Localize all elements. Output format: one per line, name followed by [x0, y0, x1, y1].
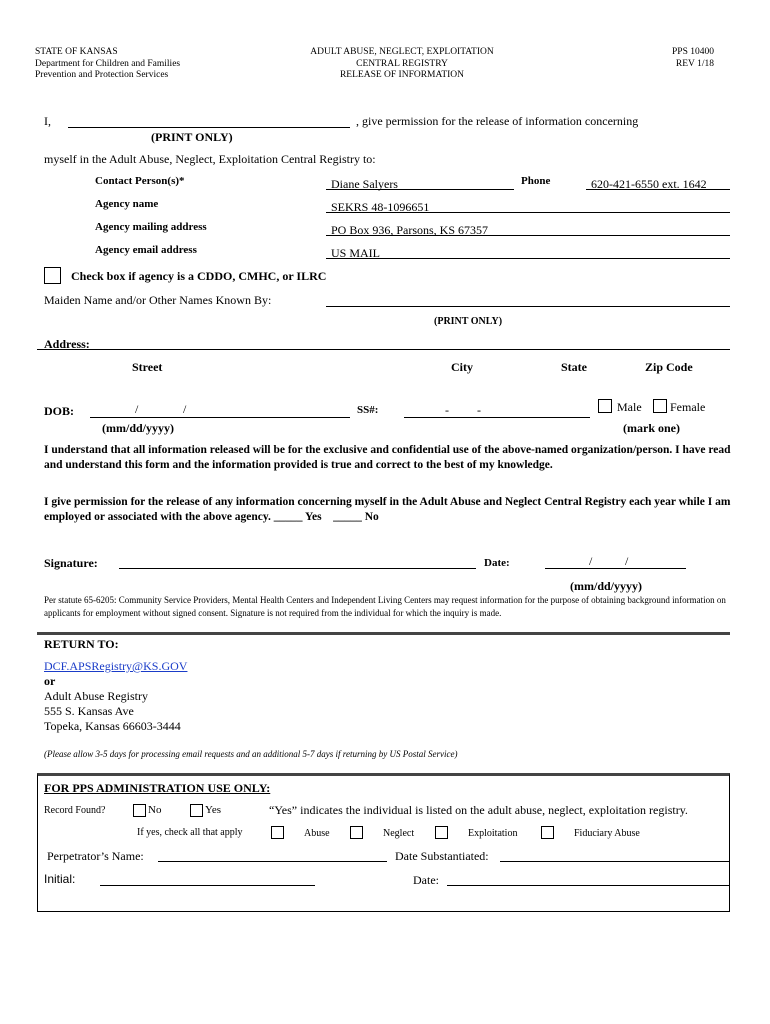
email-address-field — [326, 258, 730, 259]
annual-permission-yes[interactable]: _____ Yes — [273, 511, 322, 523]
agency-name-label: Agency name — [95, 198, 159, 210]
record-found-yes-label: Yes — [205, 804, 222, 816]
agency-name-field — [326, 212, 730, 213]
dob-label: DOB: — [44, 404, 74, 418]
if-yes-label: If yes, check all that apply — [137, 827, 243, 838]
section-divider — [37, 632, 730, 635]
initial-label: Initial: — [44, 872, 76, 886]
fiduciary-abuse-checkbox[interactable] — [541, 826, 554, 839]
zip-code-label: Zip Code — [645, 360, 693, 374]
abuse-label: Abuse — [304, 828, 330, 839]
exploitation-checkbox[interactable] — [435, 826, 448, 839]
maiden-name-field[interactable] — [326, 306, 730, 307]
return-email-link[interactable]: DCF.APSRegistry@KS.GOV — [44, 659, 188, 673]
agency-name-value[interactable]: SEKRS 48-1096651 — [331, 200, 430, 214]
signature-date-format: (mm/dd/yyyy) — [570, 579, 642, 593]
print-only-note: (PRINT ONLY) — [151, 130, 233, 144]
maiden-name-label: Maiden Name and/or Other Names Known By: — [44, 293, 272, 307]
dob-slash-2: / — [183, 402, 187, 416]
admin-heading: FOR PPS ADMINISTRATION USE ONLY: — [44, 781, 271, 795]
ssn-field[interactable] — [404, 417, 590, 418]
mailing-address-value[interactable]: PO Box 936, Parsons, KS 67357 — [331, 223, 489, 237]
email-address-value[interactable]: US MAIL — [331, 246, 381, 260]
address-field[interactable] — [37, 349, 730, 350]
cddo-checkbox[interactable] — [44, 267, 61, 284]
yes-explanation: “Yes” indicates the individual is listed on the adult abuse, neglect, exploitation registry. — [269, 803, 688, 817]
print-name-field[interactable] — [68, 127, 350, 128]
male-checkbox[interactable] — [598, 399, 612, 413]
signature-date-field[interactable] — [545, 568, 686, 569]
neglect-checkbox[interactable] — [350, 826, 363, 839]
phone-value[interactable]: 620-421-6550 ext. 1642 — [591, 177, 707, 191]
return-address-line1: Adult Abuse Registry — [44, 689, 148, 703]
street-label: Street — [132, 360, 163, 374]
return-address-line3: Topeka, Kansas 66603-3444 — [44, 719, 181, 733]
header-title-line1: ADULT ABUSE, NEGLECT, EXPLOITATION — [310, 47, 494, 57]
phone-field — [586, 189, 730, 190]
female-label: Female — [670, 400, 706, 414]
email-address-label: Agency email address — [95, 244, 197, 256]
neglect-label: Neglect — [383, 828, 415, 839]
header-title-line2: CENTRAL REGISTRY — [356, 58, 448, 69]
dob-field[interactable] — [90, 417, 350, 418]
mailing-address-label: Agency mailing address — [95, 221, 207, 233]
ssn-dash-1: - — [445, 403, 449, 417]
understand-statement: I understand that all information released will be for the exclusive and confidential use of the above-named organization/person. I have read and understand this form and the information provided is true and correct to the best of my knowledge. — [44, 444, 731, 471]
ssn-dash-2: - — [477, 403, 481, 417]
record-found-label: Record Found? — [44, 805, 106, 816]
signature-date-label: Date: — [484, 557, 510, 569]
state-label: State — [561, 360, 587, 374]
ssn-label: SS#: — [357, 404, 379, 416]
address-label: Address: — [44, 337, 90, 351]
contact-person-field — [326, 189, 514, 190]
permission-text: , give permission for the release of information concerning — [356, 114, 639, 128]
contact-person-label: Contact Person(s)* — [95, 175, 185, 187]
record-found-no-checkbox[interactable] — [133, 804, 146, 817]
annual-permission-no[interactable]: _____ No — [333, 511, 379, 523]
city-label: City — [451, 360, 473, 374]
maiden-print-only: (PRINT ONLY) — [434, 316, 503, 327]
fiduciary-abuse-label: Fiduciary Abuse — [574, 828, 640, 839]
header-department: Department for Children and Families — [35, 58, 181, 69]
date-substantiated-field[interactable] — [500, 861, 729, 862]
header-state: STATE OF KANSAS — [35, 47, 118, 57]
annual-permission-text: I give permission for the release of any information concerning myself in the Adult Abuse and Neglect Central Registry each year while I am employed or associated with the above agency. — [44, 496, 731, 523]
record-found-no-label: No — [148, 804, 162, 816]
form-number: PPS 10400 — [672, 47, 714, 57]
abuse-checkbox[interactable] — [271, 826, 284, 839]
i-label: I, — [44, 114, 51, 128]
admin-date-label: Date: — [413, 873, 439, 887]
statute-note: Per statute 65-6205: Community Service Providers, Mental Health Centers and Independent Living Centers may request information for the purpose of obtaining background information on applicants for employment without signed consent. Signature is not required from the individual for which the inquiry is made. — [44, 595, 726, 618]
admin-date-field[interactable] — [447, 885, 729, 886]
cddo-label: Check box if agency is a CDDO, CMHC, or ILRC — [71, 269, 327, 283]
mailing-address-field — [326, 235, 730, 236]
signature-date-slash-1: / — [589, 554, 593, 568]
signature-label: Signature: — [44, 556, 98, 570]
female-checkbox[interactable] — [653, 399, 667, 413]
return-or: or — [44, 674, 56, 688]
form-revision: REV 1/18 — [675, 58, 714, 69]
initial-field[interactable] — [100, 885, 315, 886]
contact-person-value[interactable]: Diane Salyers — [331, 177, 398, 191]
dob-slash-1: / — [135, 402, 139, 416]
header-form-title — [250, 47, 554, 82]
header-title-line3: RELEASE OF INFORMATION — [339, 70, 465, 80]
date-substantiated-label: Date Substantiated: — [395, 849, 489, 863]
header-division: Prevention and Protection Services — [35, 70, 169, 80]
return-to-heading: RETURN TO: — [44, 637, 119, 651]
header-agency — [35, 47, 180, 82]
return-address-line2: 555 S. Kansas Ave — [44, 704, 134, 718]
mark-one-note: (mark one) — [623, 421, 680, 435]
phone-label: Phone — [521, 175, 551, 187]
signature-date-slash-2: / — [625, 554, 629, 568]
perpetrator-label: Perpetrator’s Name: — [47, 849, 144, 863]
header-form-number — [640, 47, 714, 70]
exploitation-label: Exploitation — [468, 828, 518, 839]
male-label: Male — [617, 400, 642, 414]
perpetrator-field[interactable] — [158, 861, 387, 862]
record-found-yes-checkbox[interactable] — [190, 804, 203, 817]
annual-permission-statement — [44, 495, 734, 525]
signature-field[interactable] — [119, 568, 476, 569]
processing-note: (Please allow 3-5 days for processing email requests and an additional 5-7 days if returning by US Postal Service) — [44, 749, 458, 759]
myself-text: myself in the Adult Abuse, Neglect, Exploitation Central Registry to: — [44, 152, 376, 166]
dob-format: (mm/dd/yyyy) — [102, 421, 174, 435]
